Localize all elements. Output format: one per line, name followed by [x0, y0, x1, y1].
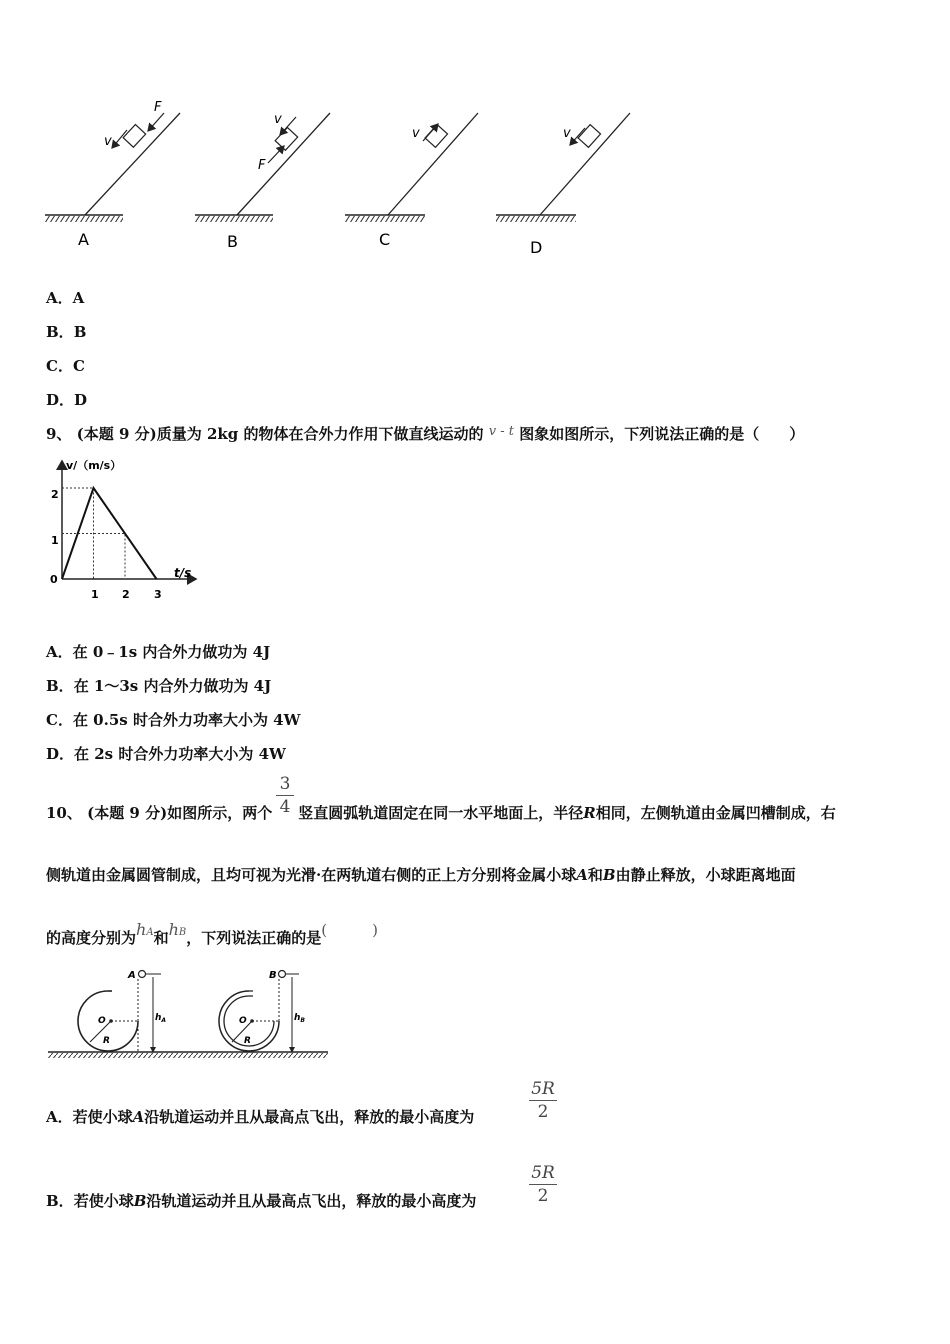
q10-stem-line3: 的高度分别为hA和hB，下列说法正确的是( ): [46, 920, 378, 947]
q9-stem: 9、 (本题 9 分)质量为 2kg 的物体在合外力作用下做直线运动的 v - t 图象如图所示，下列说法正确的是（ ）: [46, 424, 805, 443]
three-quarters-fraction: 3 4: [276, 774, 294, 817]
y-tick-1: 1: [51, 534, 59, 547]
q9-option-c[interactable]: C．在 0.5s 时合外力功率大小为 4W: [46, 711, 301, 729]
height-a-label: $h_A$: [155, 1013, 167, 1024]
incline-panel-d: [496, 113, 630, 257]
q8-option-a[interactable]: A．A: [46, 289, 85, 307]
x-tick-1: 1: [91, 588, 99, 601]
hA-symbol: hA: [136, 920, 154, 939]
question-score: (本题 9 分): [76, 425, 157, 443]
radius-label-right: R: [244, 1036, 251, 1046]
question-number: 10、: [46, 804, 82, 822]
y-tick-2: 2: [51, 488, 59, 501]
five-r-over-two-fraction: 5R 2: [529, 1079, 557, 1122]
velocity-series-line: [62, 488, 157, 579]
tube-track: [219, 970, 305, 1051]
x-tick-2: 2: [122, 588, 130, 601]
vt-graph: [44, 455, 214, 605]
ball-a-label: A: [128, 970, 136, 981]
velocity-label: v: [274, 112, 282, 127]
ball-a: [139, 971, 146, 978]
q8-option-d[interactable]: D．D: [46, 391, 88, 409]
q10-stem-line2: 侧轨道由金属圆管制成，且均可视为光滑·在两轨道右侧的正上方分别将金属小球A和B由静止释放，小球距离地面: [46, 866, 796, 884]
hB-symbol: hB: [168, 920, 187, 939]
question-score: (本题 9 分): [87, 804, 168, 822]
force-label: F: [258, 158, 266, 173]
groove-track: [78, 970, 166, 1052]
x-tick-3: 3: [154, 588, 162, 601]
q9-option-a[interactable]: A．在 0﹣1s 内合外力做功为 4J: [46, 643, 271, 661]
y-axis-label: v/（m/s）: [66, 459, 122, 472]
vt-formula: v - t: [488, 424, 514, 439]
velocity-label: v: [412, 126, 420, 141]
q10-option-a[interactable]: A．若使小球A沿轨道运动并且从最高点飞出，释放的最小高度为: [46, 1108, 475, 1126]
panel-label-c: C: [379, 230, 391, 249]
incline-panel-a: [45, 100, 180, 249]
ball-b-label: B: [269, 970, 277, 981]
center-label-right: O: [239, 1016, 247, 1026]
q8-option-c[interactable]: C．C: [46, 357, 85, 375]
panel-label-b: B: [227, 232, 238, 251]
q8-option-b[interactable]: B．B: [46, 323, 87, 341]
velocity-label: v: [563, 126, 571, 141]
answer-paren: ( ): [321, 921, 378, 939]
radius-label-left: R: [103, 1036, 110, 1046]
five-r-over-two-fraction: 5R 2: [529, 1163, 557, 1206]
force-label: F: [154, 100, 162, 115]
ball-b: [279, 971, 286, 978]
panel-label-d: D: [530, 238, 543, 257]
incline-panel-b: [195, 112, 330, 251]
q10-option-b[interactable]: B．若使小球B沿轨道运动并且从最高点飞出，释放的最小高度为: [46, 1192, 477, 1210]
guide-line-t2: [62, 534, 125, 580]
incline-figure: [40, 95, 650, 265]
q10-stem-line1: 10、 (本题 9 分)如图所示，两个 竖直圆弧轨道固定在同一水平地面上，半径R相同，左侧轨道由金属凹槽制成，右: [46, 804, 836, 822]
incline-panel-c: [345, 113, 478, 249]
x-axis-label: t/s: [174, 566, 192, 580]
panel-label-a: A: [78, 230, 89, 249]
y-tick-0: 0: [50, 573, 58, 586]
q9-option-d[interactable]: D．在 2s 时合外力功率大小为 4W: [46, 745, 286, 763]
velocity-label: v: [104, 134, 112, 149]
track-figure: [46, 965, 336, 1060]
question-number: 9、: [46, 425, 72, 443]
q9-option-b[interactable]: B．在 1～3s 内合外力做功为 4J: [46, 677, 272, 695]
height-b-label: $h_B$: [294, 1013, 305, 1024]
center-label-left: O: [98, 1016, 106, 1026]
